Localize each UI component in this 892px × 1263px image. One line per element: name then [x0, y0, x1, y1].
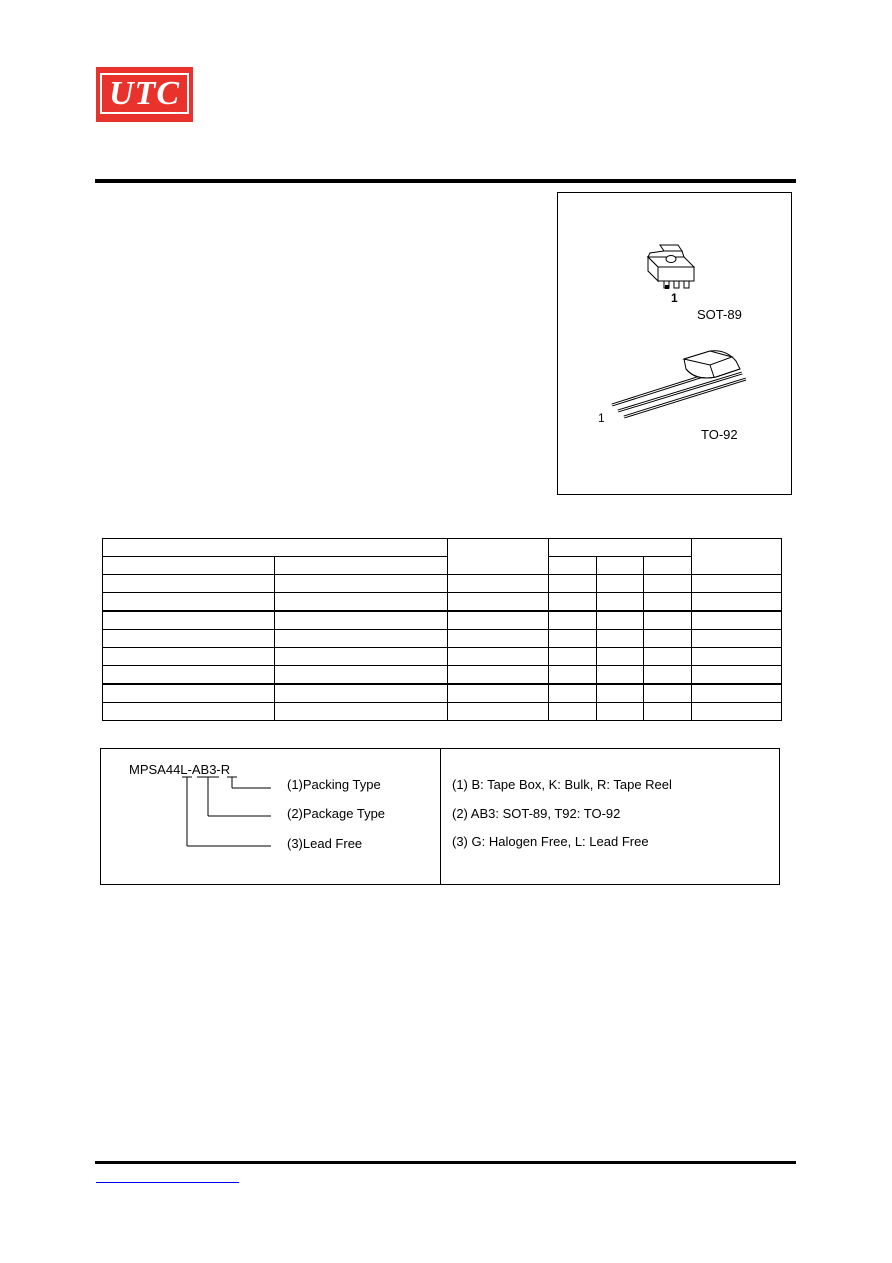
desc-lead-free: (3) G: Halogen Free, L: Lead Free	[452, 834, 649, 849]
callout-lead-free: (3)Lead Free	[287, 836, 363, 851]
to92-package-icon	[606, 347, 746, 423]
logo-text: UTC	[109, 74, 180, 112]
table-row	[103, 666, 782, 685]
table-cell	[549, 575, 597, 593]
table-cell	[597, 648, 644, 666]
footer-rule	[95, 1161, 796, 1164]
callout-packing-type: (1)Packing Type	[287, 777, 381, 792]
table-cell	[549, 557, 597, 575]
table-row	[103, 703, 782, 721]
table-cell	[597, 684, 644, 703]
table-cell	[644, 684, 692, 703]
table-cell	[644, 575, 692, 593]
table-cell	[103, 648, 275, 666]
table-cell	[692, 666, 782, 685]
table-cell	[549, 684, 597, 703]
desc-package-type: (2) AB3: SOT-89, T92: TO-92	[452, 806, 621, 821]
table-cell	[275, 575, 448, 593]
table-cell	[103, 630, 275, 648]
table-cell	[597, 703, 644, 721]
table-cell	[644, 611, 692, 630]
to92-pin-label: 1	[598, 411, 605, 425]
table-cell	[692, 684, 782, 703]
table-cell	[103, 539, 448, 557]
box-divider	[440, 749, 441, 884]
table-cell	[549, 648, 597, 666]
table-cell	[597, 611, 644, 630]
table-cell	[448, 593, 549, 612]
table-cell	[103, 593, 275, 612]
table-cell	[692, 593, 782, 612]
sot89-label: SOT-89	[697, 307, 742, 322]
table-cell	[644, 630, 692, 648]
table-cell	[692, 539, 782, 575]
table-cell	[448, 648, 549, 666]
table-cell	[275, 557, 448, 575]
table-cell	[275, 703, 448, 721]
table-cell	[275, 630, 448, 648]
table-cell	[644, 648, 692, 666]
table-cell	[549, 593, 597, 612]
table-cell	[597, 666, 644, 685]
callout-lines	[101, 749, 440, 884]
table-cell	[275, 666, 448, 685]
table-cell	[275, 593, 448, 612]
logo-frame	[100, 73, 189, 114]
table-row	[103, 557, 782, 575]
table-cell	[597, 630, 644, 648]
table-cell	[549, 611, 597, 630]
table-cell	[692, 703, 782, 721]
table-cell	[275, 611, 448, 630]
table-row	[103, 575, 782, 593]
table-cell	[549, 539, 692, 557]
desc-packing-type: (1) B: Tape Box, K: Bulk, R: Tape Reel	[452, 777, 672, 792]
table-cell	[644, 703, 692, 721]
table-row	[103, 611, 782, 630]
table-cell	[549, 703, 597, 721]
table-row	[103, 684, 782, 703]
table-cell	[103, 703, 275, 721]
table-cell	[597, 575, 644, 593]
table-cell	[597, 593, 644, 612]
table-row	[103, 539, 782, 557]
table-cell	[448, 684, 549, 703]
table-cell	[448, 575, 549, 593]
table-cell	[103, 557, 275, 575]
package-images-box	[557, 192, 792, 495]
header-rule	[95, 179, 796, 183]
callout-package-type: (2)Package Type	[287, 806, 386, 821]
table-row	[103, 593, 782, 612]
table-cell	[692, 630, 782, 648]
table-cell	[103, 575, 275, 593]
table-cell	[549, 666, 597, 685]
table-row	[103, 648, 782, 666]
table-cell	[448, 630, 549, 648]
table-cell	[692, 611, 782, 630]
ordering-info-table	[102, 538, 782, 721]
footer-website-link[interactable]	[96, 1170, 239, 1183]
table-cell	[103, 666, 275, 685]
part-number: MPSA44L-AB3-R	[129, 762, 231, 777]
table-cell	[597, 557, 644, 575]
table-cell	[692, 648, 782, 666]
table-cell	[644, 666, 692, 685]
table-cell	[275, 648, 448, 666]
table-cell	[549, 630, 597, 648]
table-cell	[448, 539, 549, 575]
utc-logo	[96, 67, 193, 122]
table-row	[103, 630, 782, 648]
table-cell	[103, 684, 275, 703]
table-cell	[275, 684, 448, 703]
to92-label: TO-92	[701, 427, 738, 442]
table-cell	[448, 666, 549, 685]
table-cell	[103, 611, 275, 630]
table-cell	[448, 611, 549, 630]
sot89-pin-label: 1	[671, 291, 678, 305]
part-number-decoder-box	[100, 748, 780, 885]
table-cell	[448, 703, 549, 721]
table-cell	[644, 557, 692, 575]
table-cell	[644, 593, 692, 612]
table-cell	[692, 575, 782, 593]
